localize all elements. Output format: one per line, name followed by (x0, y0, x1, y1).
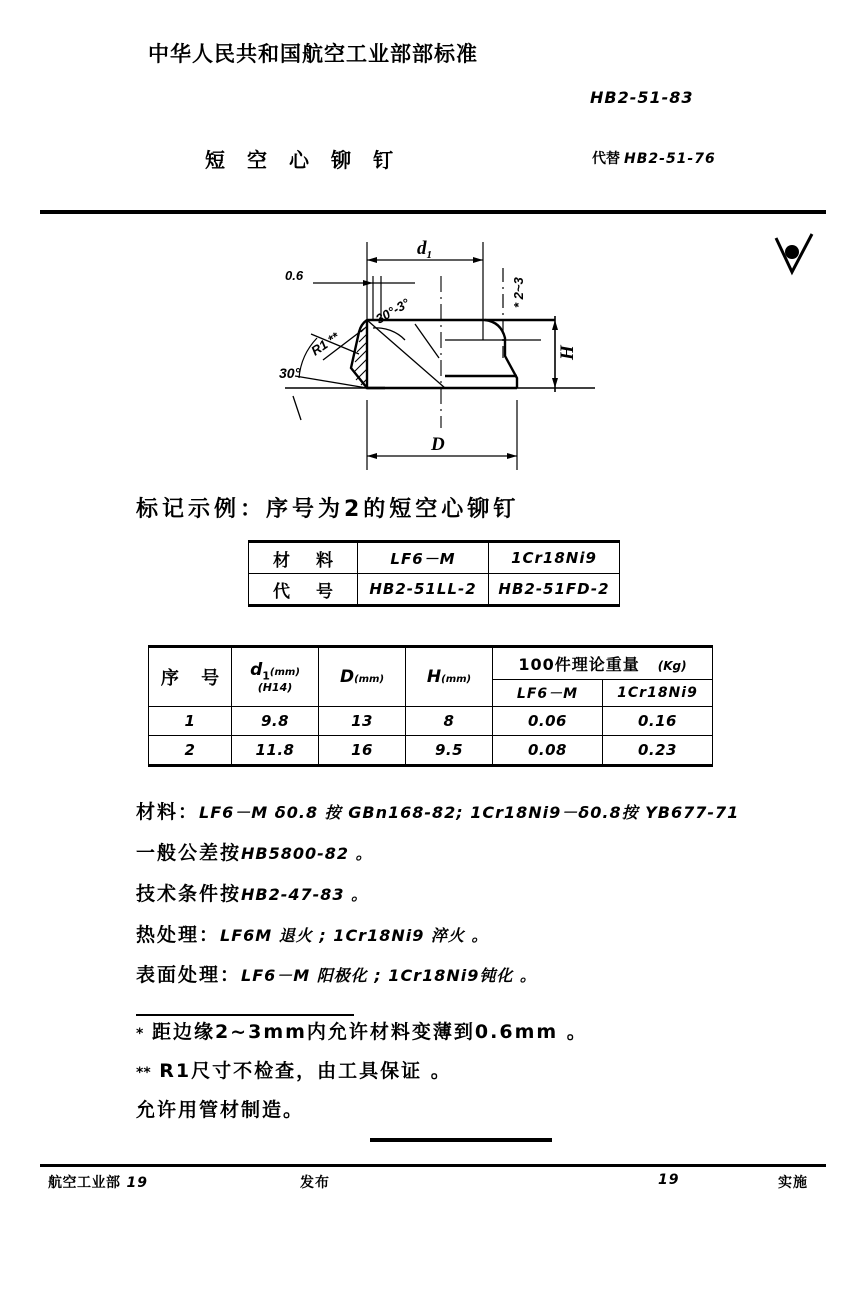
col-header-d1-symbol: d (250, 660, 263, 681)
marking-example-text: 标记示例：序号为2的短空心铆钉 (136, 497, 520, 522)
note-material (136, 800, 836, 824)
cell-weight-1cr18ni9: 0.23 (603, 736, 713, 766)
note-surface-treatment-label: 表面处理： (136, 964, 242, 987)
col-header-D-unit: (mm) (354, 674, 385, 685)
col-header-weight-label: 100件理论重量 (518, 654, 640, 674)
supersede-code: HB2-51-76 (624, 151, 716, 167)
note-surface-treatment-code: LF6－M 阳极化 ; 1Cr18Ni9钝化 。 (241, 966, 537, 986)
drawing-label-angle-head: 30° (279, 365, 301, 381)
header-divider (40, 210, 826, 214)
cell-H: 8 (406, 707, 493, 736)
footer-issuer-name: 航空工业部 (48, 1175, 121, 1191)
code-1cr18ni9: HB2-51FD-2 (489, 574, 620, 606)
col-header-H-symbol: H (426, 667, 442, 687)
footer-publish-label: 发布 (300, 1175, 330, 1191)
drawing-label-H: H (557, 345, 578, 360)
supersede-label: 代替 (592, 151, 620, 167)
col-header-H (406, 647, 493, 707)
footer-issue-year: 19 (126, 1175, 148, 1191)
drawing-label-wall-thickness: 0.6 (285, 268, 304, 283)
cell-d1: 9.8 (232, 707, 319, 736)
footnote-mark-double: ** (136, 1064, 151, 1081)
footnote-edge-thinning-text: 距边缘2~3mm内允许材料变薄到0.6mm 。 (151, 1021, 588, 1043)
note-general-tolerance-code: HB5800-82 。 (241, 843, 373, 863)
material-row-label: 材 料 (249, 542, 358, 574)
specification-notes (136, 800, 836, 1004)
cell-H: 9.5 (406, 736, 493, 766)
table-header-row (149, 647, 713, 680)
cell-D: 13 (319, 707, 406, 736)
note-general-tolerance-label: 一般公差按 (136, 841, 242, 864)
footnote-tube-manufacture (136, 1100, 836, 1122)
code-lf6m: HB2-51LL-2 (358, 574, 489, 606)
footnote-radius-check-text: R1尺寸不检查，由工具保证 。 (159, 1059, 452, 1082)
drawing-label-d1: $d_1$ (417, 238, 432, 261)
dimensions-data-table (148, 645, 713, 767)
col-header-d1-tolerance: (H14) (257, 680, 293, 694)
cell-sequence: 1 (149, 707, 232, 736)
cell-weight-1cr18ni9: 0.16 (603, 707, 713, 736)
notes-divider (136, 1014, 354, 1016)
cell-sequence: 2 (149, 736, 232, 766)
note-heat-treatment-code: LF6M 退火 ; 1Cr18Ni9 淬火 。 (220, 925, 489, 945)
footer-divider (40, 1164, 826, 1167)
footnote-tube-manufacture-text: 允许用管材制造。 (136, 1098, 305, 1121)
col-header-sequence: 序 号 (149, 647, 232, 707)
note-technical-conditions-label: 技术条件按 (136, 882, 242, 905)
col-header-weight-lf6m: LF6－M (493, 679, 603, 706)
footnote-radius-check (136, 1061, 836, 1083)
col-header-weight-group (493, 647, 713, 680)
table-row (249, 542, 620, 574)
cell-D: 16 (319, 736, 406, 766)
surface-roughness-symbol-icon (770, 232, 816, 276)
standard-number: HB2-51-83 (590, 88, 694, 107)
footnote-mark-single: * (136, 1026, 144, 1042)
cell-weight-lf6m: 0.06 (493, 707, 603, 736)
note-heat-treatment-label: 热处理： (136, 923, 221, 946)
drawing-label-angle-taper: 30°-3° (373, 295, 413, 327)
material-code-table (248, 540, 620, 607)
cell-d1: 11.8 (232, 736, 319, 766)
note-general-tolerance (136, 841, 836, 865)
part-name-title: 短空心铆钉 (205, 148, 415, 172)
col-header-d1 (232, 647, 319, 707)
note-material-code: LF6－M δ0.8 按 GBn168-82; 1Cr18Ni9－δ0.8按 YB677-71 (199, 803, 740, 822)
col-header-H-unit: (mm) (441, 674, 472, 685)
note-technical-conditions (136, 882, 836, 906)
table-row (149, 736, 713, 766)
table-row (249, 574, 620, 606)
note-material-label: 材料： (136, 801, 200, 823)
material-1cr18ni9: 1Cr18Ni9 (489, 542, 620, 574)
footer-issuer (48, 1172, 148, 1192)
code-row-label: 代 号 (249, 574, 358, 606)
cell-weight-lf6m: 0.08 (493, 736, 603, 766)
table-row (149, 707, 713, 736)
rivet-cross-section-drawing (255, 228, 625, 483)
footnotes-end-divider (370, 1138, 552, 1142)
col-header-d1-subscript: 1 (262, 669, 270, 683)
material-lf6m: LF6－M (358, 542, 489, 574)
col-header-weight-unit: (Kg) (657, 658, 687, 673)
footnote-edge-thinning (136, 1022, 836, 1044)
footer-implement-label: 实施 (778, 1175, 808, 1191)
page-title: 中华人民共和国航空工业部部标准 (148, 42, 478, 66)
drawing-label-radius: R1 ** (308, 329, 342, 359)
drawing-label-D: D (431, 434, 445, 455)
footer-implement-year: 19 (658, 1172, 680, 1188)
note-surface-treatment (136, 963, 836, 987)
drawing-label-edge-distance: * 2~3 (511, 277, 526, 308)
note-heat-treatment (136, 923, 836, 947)
col-header-D-symbol: D (339, 667, 355, 687)
footnotes-block (136, 1022, 836, 1139)
supersede-note (592, 148, 716, 168)
col-header-D (319, 647, 406, 707)
col-header-d1-unit: (mm) (269, 667, 300, 679)
note-technical-conditions-code: HB2-47-83 。 (241, 884, 369, 904)
col-header-weight-1cr18ni9: 1Cr18Ni9 (603, 679, 713, 706)
